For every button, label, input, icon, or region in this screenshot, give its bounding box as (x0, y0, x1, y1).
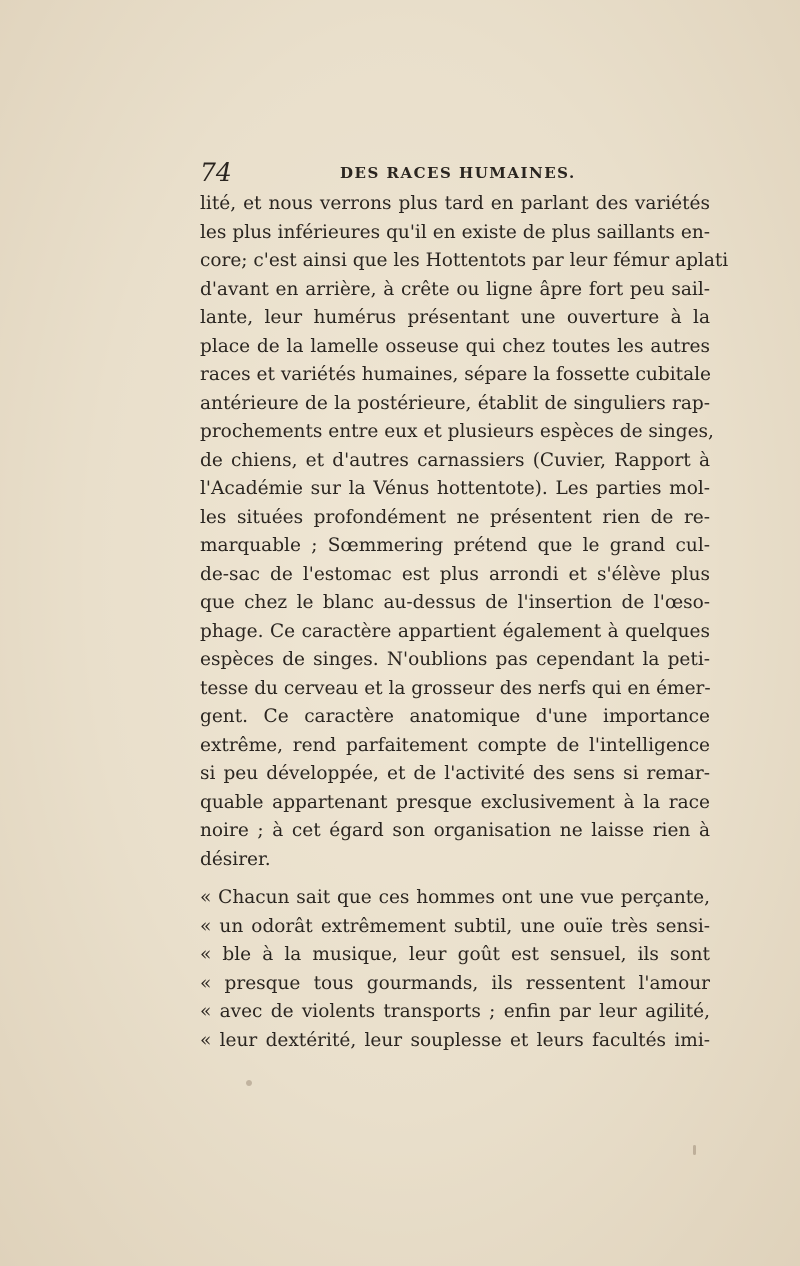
paragraph-2 (200, 884, 710, 1055)
text-line: désirer. (200, 848, 271, 870)
text-line: que chez le blanc au-dessus de l'insertion de l'œso- (200, 592, 710, 613)
text-line: « leur dextérité, leur souplesse et leurs facultés imi- (200, 1029, 710, 1051)
text-line: de chiens, et d'autres carnassiers (Cuvier, Rapport à (200, 449, 710, 471)
text-line: espèces de singes. N'oublions pas cependant la peti- (200, 649, 710, 670)
text-line: « ble à la musique, leur goût est sensuel, ils sont (200, 944, 710, 965)
text-line: l'Académie sur la Vénus hottentote). Les parties mol- (200, 478, 710, 499)
text-line: « Chacun sait que ces hommes ont une vue perçante, (200, 887, 710, 908)
text-line: extrême, rend parfaitement compte de l'intelligence (200, 734, 710, 756)
text-line: noire ; à cet égard son organisation ne laisse rien à (200, 820, 710, 841)
text-line: « un odorât extrêmement subtil, une ouïe très sensi- (200, 915, 710, 937)
text-line: lante, leur humérus présentant une ouverture à la (200, 307, 710, 328)
ink-speck (693, 1145, 696, 1155)
text-line: « avec de violents transports ; enfin par leur agilité, (200, 1001, 710, 1022)
text-line: quable appartenant presque exclusivement à la race (200, 791, 710, 813)
body-text (200, 190, 729, 1055)
page-number: 74 (200, 158, 232, 187)
text-line: lité, et nous verrons plus tard en parlant des variétés (200, 193, 710, 214)
text-line: les plus inférieures qu'il en existe de plus saillants en- (200, 221, 710, 243)
text-line: phage. Ce caractère appartient également à quelques (200, 620, 710, 642)
text-line: tesse du cerveau et la grosseur des nerfs qui en émer- (200, 677, 711, 699)
text-line: de-sac de l'estomac est plus arrondi et s'élève plus (200, 563, 710, 585)
text-line: si peu développée, et de l'activité des sens si remar- (200, 763, 710, 784)
text-line: antérieure de la postérieure, établit de singuliers rap- (200, 392, 710, 414)
text-line: races et variétés humaines, sépare la fossette cubitale (200, 364, 711, 385)
paragraph-1 (200, 190, 729, 874)
text-line: d'avant en arrière, à crête ou ligne âpre fort peu sail- (200, 278, 710, 300)
ink-speck (246, 1080, 252, 1086)
text-line: place de la lamelle osseuse qui chez toutes les autres (200, 335, 710, 357)
text-line: les situées profondément ne présentent rien de re- (200, 506, 710, 528)
text-line: core; c'est ainsi que les Hottentots par leur fémur aplati (200, 250, 729, 271)
text-line: marquable ; Sœmmering prétend que le grand cul- (200, 535, 710, 556)
text-line: gent. Ce caractère anatomique d'une importance (200, 706, 710, 727)
text-line: « presque tous gourmands, ils ressentent l'amour (200, 972, 710, 994)
running-title: DES RACES HUMAINES. (340, 164, 576, 182)
page-header (200, 158, 710, 190)
text-line: prochements entre eux et plusieurs espèces de singes, (200, 421, 714, 442)
